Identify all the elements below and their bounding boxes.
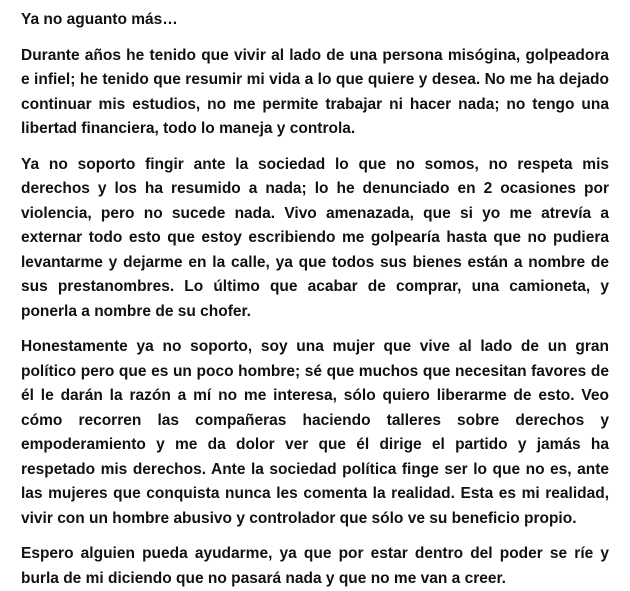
document-title: Ya no aguanto más… — [21, 11, 178, 28]
paragraph-4: Espero alguien pueda ayudarme, ya que por estar dentro del poder se ríe y burla de mi diciendo que no pasará nada y que no me van a creer. — [21, 545, 609, 587]
paragraph-2: Ya no soporto fingir ante la sociedad lo que no somos, no respeta mis derechos y los ha resumido a nada; lo he denunciado en 2 ocasiones por violencia, pero no sucede nada. Vivo amenazada, que si yo me atrevía a externar todo esto que estoy escribiendo me golpearía hasta que no pudiera levantarme y dejarme en la calle, ya que todos sus bienes están a nombre de sus prestanombres. Lo último que acabar de comprar, una camioneta, y ponerla a nombre de su chofer. — [21, 155, 609, 320]
paragraph-1: Durante años he tenido que vivir al lado de una persona misógina, golpeadora e infiel; he tenido que resumir mi vida a lo que quiere y desea. No me ha dejado continuar mis estudios, no me permite trabajar ni hacer nada; no tengo una libertad financiera, todo lo maneja y controla. — [21, 46, 609, 137]
paragraph-3: Honestamente ya no soporto, soy una mujer que vive al lado de un gran político pero que es un poco hombre; sé que muchos que necesitan favores de él le darán la razón a mí no me interesa, sólo quiero liberarme de esto. Veo cómo recorren las compañeras haciendo talleres sobre derechos y empoderamiento y me da dolor ver que él dirige el partido y jamás ha respetado mis derechos. Ante la sociedad política finge ser lo que no es, ante las mujeres que conquista nunca les comenta la realidad. Esta es mi realidad, vivir con un hombre abusivo y controlador que sólo ve su beneficio propio. — [21, 338, 609, 527]
